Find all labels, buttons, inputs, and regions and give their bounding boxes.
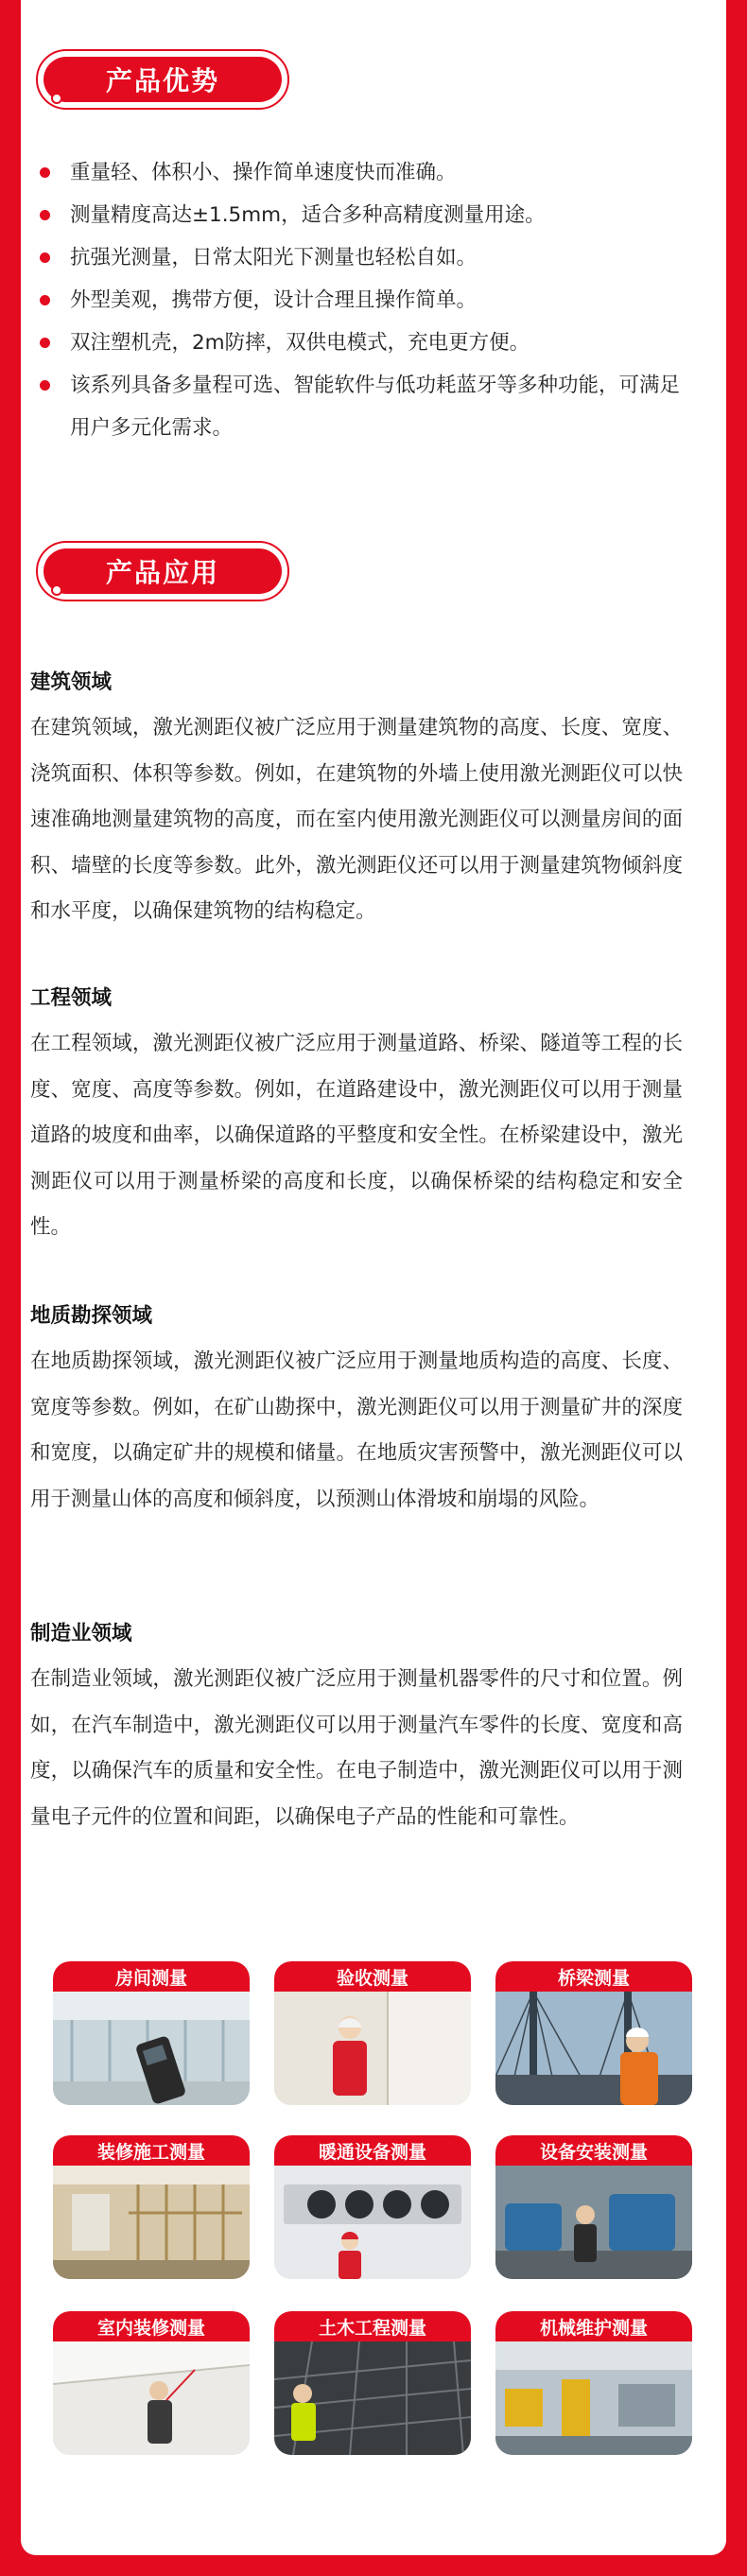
application-section-manufacturing	[30, 1619, 683, 1840]
bridge-photo-icon	[495, 1992, 692, 2105]
civil-engineering-photo-icon	[274, 2341, 471, 2455]
list-item: 该系列具备多量程可选、智能软件与低功耗蓝牙等多种功能，可满足用户多元化需求。	[38, 364, 681, 449]
applications-title: 产品应用	[105, 557, 219, 588]
bullet-icon	[40, 210, 50, 220]
scene-label: 验收测量	[336, 1967, 408, 1989]
list-item: 抗强光测量，日常太阳光下测量也轻松自如。	[38, 236, 681, 279]
scene-tile-civil-engineering	[274, 2311, 471, 2455]
section-body: 在制造业领域，激光测距仪被广泛应用于测量机器零件的尺寸和位置。例如，在汽车制造中，激光测距仪可以用于测量汽车零件的长度、宽度和高度，以确保汽车的质量和安全性。在电子制造中，激光测距仪可以用于测量电子元件的位置和间距，以确保电子产品的性能和可靠性。	[30, 1667, 683, 1829]
header-ornament-icon	[51, 584, 62, 596]
room-photo-icon	[53, 1992, 250, 2105]
scene-tile-inspection	[274, 1961, 471, 2105]
scene-tile-equipment-install	[495, 2135, 692, 2279]
scene-label: 装修施工测量	[96, 2141, 205, 2163]
scene-label: 土木工程测量	[318, 2317, 426, 2339]
section-title: 制造业领域	[30, 1622, 132, 1645]
interior-decoration-photo-icon	[53, 2341, 250, 2455]
section-title: 地质勘探领域	[30, 1304, 153, 1328]
scene-tile-machine-maintenance	[495, 2311, 692, 2455]
scene-tile-interior-decoration	[53, 2311, 250, 2455]
scene-tile-room	[53, 1961, 250, 2105]
section-body: 在地质勘探领域，激光测距仪被广泛应用于测量地质构造的高度、长度、宽度等参数。例如，在矿山勘探中，激光测距仪可以用于测量矿井的深度和宽度，以确定矿井的规模和储量。在地质灾害预警中，激光测距仪可以用于测量山体的高度和倾斜度，以预测山体滑坡和崩塌的风险。	[30, 1349, 683, 1511]
section-body: 在建筑领域，激光测距仪被广泛应用于测量建筑物的高度、长度、宽度、浇筑面积、体积等参数。例如，在建筑物的外墙上使用激光测距仪可以快速准确地测量建筑物的高度，而在室内使用激光测距仪可以测量房间的面积、墙壁的长度等参数。此外，激光测距仪还可以用于测量建筑物倾斜度和水平度，以确保建筑物的结构稳定。	[30, 716, 683, 923]
scene-tile-hvac	[274, 2135, 471, 2279]
scene-label: 机械维护测量	[539, 2317, 648, 2339]
application-section-engineering	[30, 983, 683, 1251]
section-body: 在工程领域，激光测距仪被广泛应用于测量道路、桥梁、隧道等工程的长度、宽度、高度等参数。例如，在道路建设中，激光测距仪可以用于测量道路的坡度和曲率，以确保道路的平整度和安全性。在桥梁建设中，激光测距仪可以用于测量桥梁的高度和长度，以确保桥梁的结构稳定和安全性。	[30, 1032, 683, 1239]
bullet-icon	[40, 167, 50, 178]
list-item: 双注塑机壳，2m防摔，双供电模式，充电更方便。	[38, 322, 681, 364]
equipment-install-photo-icon	[495, 2166, 692, 2279]
scene-label: 室内装修测量	[96, 2317, 205, 2339]
application-section-construction	[30, 668, 683, 935]
advantages-title: 产品优势	[105, 65, 219, 96]
application-section-geology	[30, 1301, 683, 1523]
bullet-icon	[40, 252, 50, 263]
scene-label: 暖通设备测量	[318, 2141, 426, 2163]
header-ornament-icon	[51, 93, 62, 104]
machine-maintenance-photo-icon	[495, 2341, 692, 2455]
scene-label: 设备安装测量	[539, 2141, 648, 2163]
applications-header	[36, 541, 289, 601]
list-item: 重量轻、体积小、操作简单速度快而准确。	[38, 151, 681, 194]
bullet-icon	[40, 380, 50, 391]
advantages-header	[36, 49, 289, 110]
hvac-photo-icon	[274, 2166, 471, 2279]
section-title: 工程领域	[30, 986, 113, 1010]
section-title: 建筑领域	[30, 670, 113, 694]
scene-label: 桥梁测量	[557, 1967, 630, 1989]
renovation-photo-icon	[53, 2166, 250, 2279]
list-item: 外型美观，携带方便，设计合理且操作简单。	[38, 279, 681, 322]
scene-tile-renovation	[53, 2135, 250, 2279]
advantages-list	[38, 151, 681, 449]
inspection-photo-icon	[274, 1992, 471, 2105]
scene-label: 房间测量	[114, 1967, 187, 1989]
scene-tile-bridge	[495, 1961, 692, 2105]
bullet-icon	[40, 295, 50, 305]
bullet-icon	[40, 338, 50, 348]
list-item: 测量精度高达±1.5mm，适合多种高精度测量用途。	[38, 194, 681, 236]
